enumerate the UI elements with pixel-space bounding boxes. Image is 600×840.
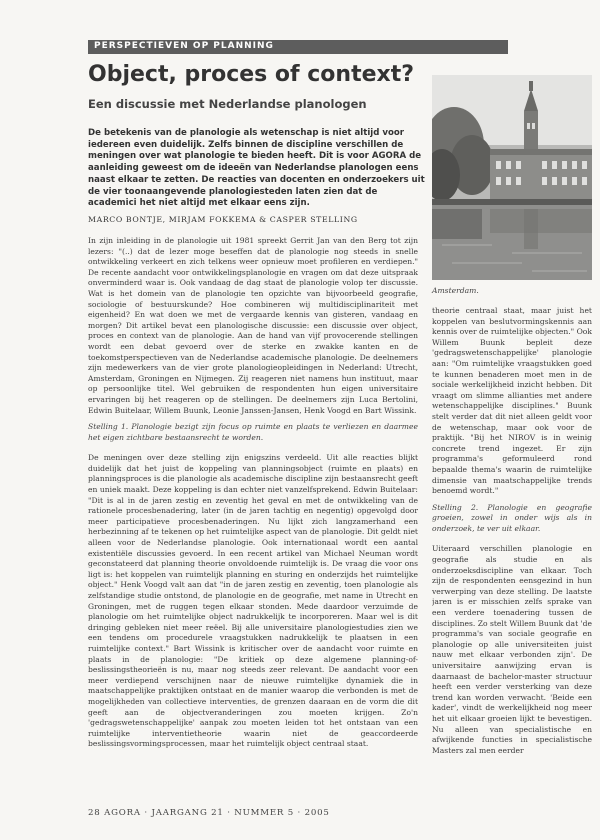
amsterdam-photo [432, 75, 592, 280]
statement-2: Stelling 2. Planologie en geografie groeien, zowel in onder wijs als in onderzoek, te ver uit elkaar. [432, 502, 592, 533]
intro-text: De betekenis van de planologie als wetenschap is niet altijd voor iedereen even duidelijk. Zelfs binnen de discipline verschillen de meningen over wat planologie te bieden heeft. Dit is voor AGORA de aanleiding geweest om de ideeën van Nederlandse planologen eens naast elkaar te zetten. De reacties van docenten en onderzoekers uit de vier toonaangevende planologiesteden laten zien dat de academici het niet altijd met elkaar eens zijn. [88, 128, 425, 209]
article-column-left [88, 236, 418, 788]
intro-paragraph [88, 128, 426, 210]
article-column-right [432, 306, 592, 790]
author-byline: MARCO BONTJE, MIRJAM FOKKEMA & CASPER STELLING [88, 215, 358, 224]
section-banner [88, 40, 508, 54]
section-label: PERSPECTIEVEN OP PLANNING [94, 41, 274, 51]
article-subtitle: Een discussie met Nederlandse planologen [88, 97, 367, 111]
body-paragraph: Uiteraard verschillen planologie en geografie als studie en als onderzoeksdiscipline van elkaar. Toch zijn de respondenten eensgezind in hun verwerping van deze stelling. De laatste jaren is er misschien zelfs sprake van een verdere toenadering tussen de disciplines. Zo stelt Willem Buunk dat 'de programma's van sociale geografie en planologie op alle universiteiten juist nauw met elkaar verbonden zijn'. De universitaire aanwijzing ervan is daarnaast de bachelor-master structuur heeft een verder versterking van deze trend kan worden verwacht. 'Beide een kader', vindt de werkelijkheid nog meer het uit elkaar groeien lijkt te bevestigen. Nu alleen van specialistische en afwijkende functies in specialistische Masters zal men eerder [432, 544, 592, 755]
statement-1: Stelling 1. Planologie bezigt zijn focus op ruimte en plaats te verliezen en daarmee het eigen zichtbare bestaansrecht te worden. [88, 422, 418, 442]
body-paragraph: In zijn inleiding in de planologie uit 1981 spreekt Gerrit Jan van den Berg tot zijn lezers: "(..) dat de lezer moge beseffen dat de planologie nog steeds in snelle ontwikkeling verkeert en zich telkens weer opnieuw moet profileren en verdiepen." De recente aandacht voor ontwikkelingsplanologie en vragen om dat deze uitspraak onverminderd waar is. Ook vandaag de dag staat de planologie volop ter discussie. Wat is het domein van de planologie ten opzichte van bijvoorbeeld geografie, sociologie of bestuurskunde? Hoe combineren wij multidisciplinariteit met eigenheid? En wat doen we met de vergaarde kennis van gisteren, vandaag en morgen? Dit artikel bevat een planologische discussie: een discussie over object, proces en context van de planologie. Aan de hand van vijf provocerende stellingen wordt een debat gevoerd over de sterke en zwakke kanten en de toekomstperspectieven van de Nederlandse academische planologie. De deelnemers zijn medewerkers van de vier grote planologieopleidingen in Nederland: Utrecht, Amsterdam, Groningen en Nijmegen. Zij reageren niet namens hun instituut, maar op persoonlijke titel. Wel gebruiken de respondenten hun eigen universitaire ervaringen bij het reageren op de stellingen. De deelnemers zijn Luca Bertolini, Edwin Buitelaar, Willem Buunk, Leonie Janssen-Jansen, Henk Voogd en Bart Wissink. [88, 236, 418, 415]
body-paragraph: theorie centraal staat, maar juist het koppelen van beslutvormingskennis aan kennis over de ruimtelijke objecten." Ook Willem Buunk bepleit deze 'gedragswetenschappelijke' planologie aan: "Om ruimtelijke vraagstukken goed te kunnen benaderen moet men in de sociale werkelijkheid inzicht hebben. Dit vraagt om slimme allianties met andere wetenschappelijke disciplines." Buunk stelt verder dat dit niet alleen geldt voor de wetenschap, maar ook voor de praktijk. "Bij het NIROV is in weinig concrete trend ingezet. Er zijn programma's geformuleerd rond bepaalde thema's waarin de ruimtelijke dimensie van maatschappelijke trends benoemd wordt." [432, 306, 592, 496]
photo-illustration [432, 75, 592, 280]
page-footer: 28 AGORA · JAARGANG 21 · NUMMER 5 · 2005 [88, 808, 330, 818]
body-paragraph: De meningen over deze stelling zijn enigszins verdeeld. Uit alle reacties blijkt duidelijk dat het juist de koppeling van planningsobject (ruimte en plaats) en planningsproces is die planologie als academische discipline zijn bestaansrecht geeft en uniek maakt. Deze koppeling is dan echter niet vanzelfsprekend. Edwin Buitelaar: "Dit is al in de jaren zestig en zeventig het geval en met de ontwikkeling van de rationele procesbenadering, later (in de jaren tachtig en negentig) opgevolgd door meer participatieve procesbenaderingen. Nu lijkt zich langzamerhand een herbezinning af te tekenen op het ruimtelijke aspect van de planologie. Dit geldt niet alleen voor de Nederlandse planologie. Ook internationaal wordt een aantal existentiële discussies gevoerd. In een recent artikel van Michael Neuman wordt geconstateerd dat planning theorie onvoldoende ruimtelijk is. De vraag die voor ons ligt is: het koppelen van ruimtelijk planning en sturing en onderzijds het ruimtelijke object." Henk Voogd valt aan dat "in de jaren zestig en zeventig, toen planologie als zelfstandige studie ontstond, de planologie en de geografie, met name in Utrecht en Groningen, met de ruggen tegen elkaar stonden. Mede daardoor verzuimde de planologie om het ruimtelijke object nadrukkelijk te incorporeren. Maar wel is dit dringing gebleken niet meer reëel. Bij alle universitaire planologiestudies zien we een tendens om procedurele vraagstukken nadrukkelijk te plaatsen in een ruimtelijke context." Bart Wissink is kritischer over de aandacht voor ruimte en plaats in de planologie: "De kritiek op deze algemene planning-of-beslissingstheorieën is nu, maar nog steeds zeer relevant. De aandacht voor een meer verdiepend verschijnen naar de nieuwe ruimtelijke dynamiek die in maatschappelijke praktijken ontstaat en de manier waarop die verbonden is met de mogelijkheden van collectieve interventies, de grenzen daaraan en de vorm die dit geeft aan de objectveranderingen zou moeten krijgen. Zo'n 'gedragswetenschappelijke' aanpak zou moeten leiden tot het ontstaan van een ruimtelijke interventietheorie waarin niet de geaccordeerde beslissingsvormingsprocessen, maar het ruimtelijk object centraal staat. [88, 453, 418, 749]
article-title: Object, proces of context? [88, 62, 414, 87]
photo-caption: Amsterdam. [432, 286, 479, 295]
